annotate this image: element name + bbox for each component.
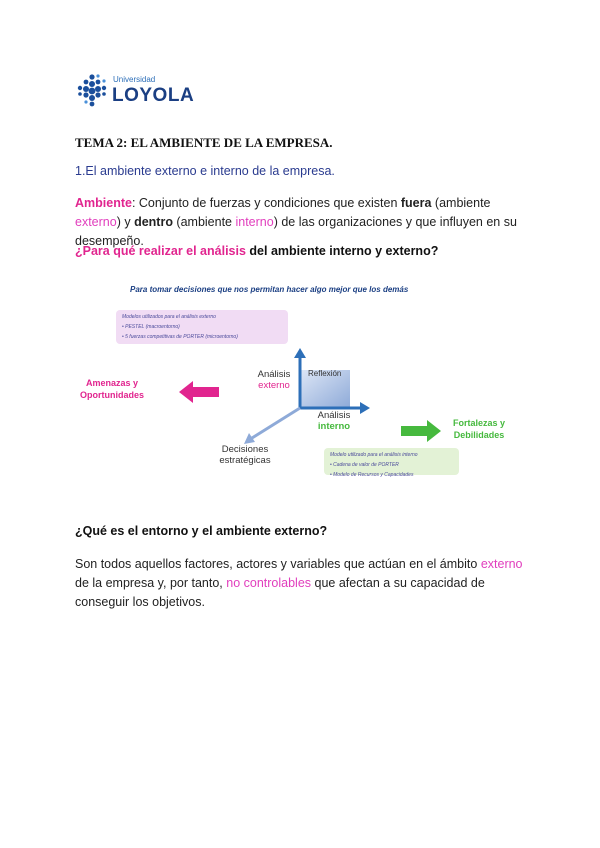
external-analysis-label xyxy=(244,369,304,391)
external-word: externo xyxy=(258,380,290,391)
right-arrow-icon xyxy=(401,420,441,442)
logo-small-text: Universidad xyxy=(113,75,156,84)
answer-paragraph xyxy=(75,555,530,612)
up-arrow-icon xyxy=(294,348,306,358)
word-dentro: dentro xyxy=(134,215,173,229)
internal-analysis-label xyxy=(304,410,364,432)
question-why-analysis xyxy=(75,244,438,258)
def-text-3: ) y xyxy=(116,215,135,229)
question-rest: del ambiente interno y externo? xyxy=(245,244,439,258)
page-title: TEMA 2: EL AMBIENTE DE LA EMPRESA. xyxy=(75,135,333,150)
diagonal-axis xyxy=(252,408,300,438)
def-text-1: : Conjunto de fuerzas y condiciones que existen xyxy=(131,196,401,210)
definition-paragraph xyxy=(75,194,530,251)
internal-models-line-2: • Cadena de valor de PORTER xyxy=(330,462,399,468)
threats-opportunities-label: Amenazas y Oportunidades xyxy=(79,378,144,400)
environment-analysis-diagram xyxy=(66,278,506,478)
answer-text-3: que afectan a su capacidad de conseguir los objetivos. xyxy=(75,576,485,609)
word-externo: externo xyxy=(75,215,117,229)
question-external-environment: ¿Qué es el entorno y el ambiente externo? xyxy=(75,524,328,538)
internal-word: interno xyxy=(317,421,351,432)
external-models-line-2: • PESTEL (macroentorno) xyxy=(122,324,180,330)
word-fuera: fuera xyxy=(400,196,432,210)
def-text-4: (ambiente xyxy=(172,215,236,229)
external-models-line-3: • 5 fuerzas competitivas de PORTER (microentorno) xyxy=(122,334,238,340)
answer-word-externo: externo xyxy=(480,557,523,571)
answer-text-1: Son todos aquellos factores, actores y variables que actúan en el ámbito xyxy=(75,557,481,571)
external-models-line-1: Modelos utilizados para el análisis externo xyxy=(122,314,216,320)
loyola-cross-icon xyxy=(75,73,109,109)
section-subtitle: 1.El ambiente externo e interno de la empresa. xyxy=(75,164,335,178)
internal-models-line-1: Modelo utilizado para el análisis interno xyxy=(330,452,418,458)
answer-no-controlables: no controlables xyxy=(226,576,312,590)
def-text-2: (ambiente xyxy=(431,196,491,210)
question-highlight: ¿Para qué realizar el análisis xyxy=(75,244,246,258)
logo-name: LOYOLA xyxy=(112,85,195,106)
term-ambiente: Ambiente xyxy=(75,196,132,210)
internal-analysis-word: Análisis xyxy=(317,410,351,421)
external-analysis-word: Análisis xyxy=(257,369,291,380)
def-text-5: ) de las organizaciones y que influyen en su desempeño. xyxy=(75,215,517,248)
answer-text-2: de la empresa y, por tanto, xyxy=(75,576,227,590)
reflection-label: Reflexión xyxy=(308,369,342,378)
strengths-weaknesses-label: Fortalezas y Debilidades xyxy=(452,418,506,440)
internal-models-box xyxy=(324,448,459,478)
university-logo xyxy=(75,73,215,113)
diagram-caption: Para tomar decisiones que nos permitan hacer algo mejor que los demás xyxy=(130,285,409,294)
strategic-decisions-label: Decisiones estratégicas xyxy=(219,444,271,466)
word-interno: interno xyxy=(235,215,274,229)
internal-models-line-3: • Modelo de Recursos y Capacidades xyxy=(330,472,414,478)
